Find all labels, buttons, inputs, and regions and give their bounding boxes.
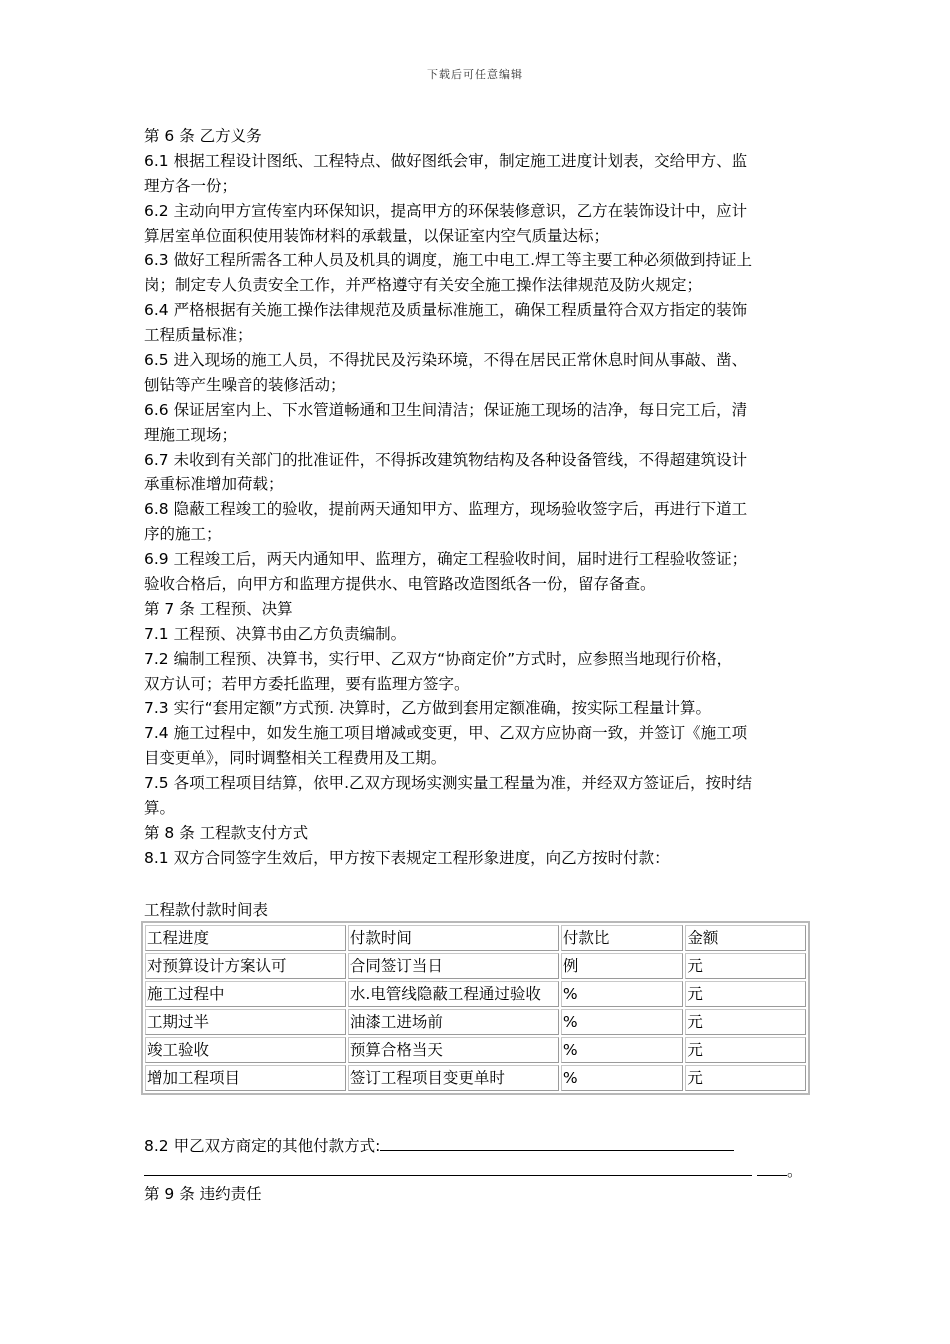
table-row (145, 1009, 806, 1035)
clause-8-2: 8.2 甲乙双方商定的其他付款方式: (144, 1137, 381, 1155)
article-7-heading: 第 7 条 工程预、决算 (144, 599, 293, 618)
page-header: 下载后可任意编辑 (427, 68, 523, 81)
table-row (145, 1037, 806, 1063)
table-row (145, 953, 806, 979)
table-cell: 元 (685, 981, 806, 1007)
table-cell: 签订工程项目变更单时 (348, 1065, 559, 1091)
clause-6-4: 6.4 严格根据有关施工操作法律规范及质量标准施工，确保工程质量符合双方指定的装饰 (144, 301, 748, 320)
table-cell: 元 (685, 1065, 806, 1091)
table-caption: 工程款付款时间表 (144, 901, 269, 919)
table-row (145, 981, 806, 1007)
table-cell: % (561, 1009, 684, 1035)
clause-6-1-cont: 理方各一份； (144, 176, 238, 195)
clause-6-4-cont: 工程质量标准； (144, 326, 253, 345)
clause-6-3: 6.3 做好工程所需各工种人员及机具的调度，施工中电工.焊工等主要工种必须做到持证上 (144, 251, 753, 270)
table-cell: 付款比 (561, 925, 684, 951)
table-cell: 对预算设计方案认可 (145, 953, 346, 979)
table-cell: 金额 (685, 925, 806, 951)
clause-7-4-cont: 目变更单》，同时调整相关工程费用及工期。 (144, 749, 447, 768)
clause-6-5-cont: 刨钻等产生噪音的装修活动； (144, 375, 346, 394)
clause-6-1: 6.1 根据工程设计图纸、工程特点、做好图纸会审，制定施工进度计划表，交给甲方、监 (144, 151, 748, 170)
clause-7-1: 7.1 工程预、决算书由乙方负责编制。 (144, 624, 407, 643)
table-cell: 竣工验收 (145, 1037, 346, 1063)
clause-7-5: 7.5 各项工程项目结算，依甲.乙双方现场实测实量工程量为准，并经双方签证后，按时结 (144, 774, 753, 793)
article-8-heading: 第 8 条 工程款支付方式 (144, 823, 309, 842)
clause-6-2: 6.2 主动向甲方宣传室内环保知识，提高甲方的环保装修意识，乙方在装饰设计中，应计 (144, 201, 748, 220)
table-cell: 付款时间 (348, 925, 559, 951)
table-cell: 合同签订当日 (348, 953, 559, 979)
clause-7-4: 7.4 施工过程中，如发生施工项目增减或变更，甲、乙双方应协商一致，并签订《施工项 (144, 724, 748, 743)
clause-7-5-cont: 算。 (144, 799, 176, 818)
table-cell: % (561, 981, 684, 1007)
clause-6-7-cont: 承重标准增加荷载； (144, 475, 284, 494)
clause-6-8-cont: 序的施工； (144, 525, 222, 544)
article-9-heading: 第 9 条 违约责任 (144, 1184, 262, 1203)
clause-6-6: 6.6 保证居室内上、下水管道畅通和卫生间清洁；保证施工现场的洁净，每日完工后，清 (144, 400, 748, 419)
table-cell: % (561, 1065, 684, 1091)
clause-6-2-cont: 算居室单位面积使用装饰材料的承载量，以保证室内空气质量达标； (144, 226, 610, 245)
table-cell: 例 (561, 953, 684, 979)
end-mark: 。 (786, 1161, 803, 1180)
clause-7-3: 7.3 实行“套用定额”方式预. 决算时，乙方做到套用定额准确，按实际工程量计算。 (144, 699, 711, 718)
table-header-row (145, 925, 806, 951)
fill-in-blank (380, 1132, 734, 1151)
table-cell: 元 (685, 953, 806, 979)
clause-6-6-cont: 理施工现场； (144, 425, 238, 444)
clause-6-9: 6.9 工程竣工后，两天内通知甲、监理方，确定工程验收时间，届时进行工程验收签证； (144, 550, 748, 569)
table-cell: 工期过半 (145, 1009, 346, 1035)
table-cell: 预算合格当天 (348, 1037, 559, 1063)
article-6-heading: 第 6 条 乙方义务 (144, 127, 262, 145)
table-row (145, 1065, 806, 1091)
clause-8-1: 8.1 双方合同签字生效后，甲方按下表规定工程形象进度，向乙方按时付款： (144, 848, 670, 867)
clause-8-2-blank-line (144, 1157, 812, 1182)
clause-6-3-cont: 岗；制定专人负责安全工作，并严格遵守有关安全施工操作法律规范及防火规定； (144, 276, 703, 295)
table-cell: 油漆工进场前 (348, 1009, 559, 1035)
table-cell: 施工过程中 (145, 981, 346, 1007)
after-table-section (144, 1132, 812, 1207)
clause-7-2: 7.2 编制工程预、决算书，实行甲、乙双方“协商定价”方式时，应参照当地现行价格， (144, 649, 733, 668)
document-body (144, 124, 812, 871)
clause-6-5: 6.5 进入现场的施工人员，不得扰民及污染环境，不得在居民正常休息时间从事敲、凿、 (144, 351, 748, 370)
clause-6-7: 6.7 未收到有关部门的批准证件，不得拆改建筑物结构及各种设备管线，不得超建筑设计 (144, 450, 748, 469)
payment-schedule-table (141, 921, 810, 1095)
table-cell: % (561, 1037, 684, 1063)
table-cell: 增加工程项目 (145, 1065, 346, 1091)
table-cell: 元 (685, 1009, 806, 1035)
clause-7-2-cont: 双方认可；若甲方委托监理，要有监理方签字。 (144, 674, 470, 693)
table-cell: 工程进度 (145, 925, 346, 951)
clause-8-2-line (144, 1132, 812, 1157)
table-cell: 水.电管线隐蔽工程通过验收 (348, 981, 559, 1007)
clause-6-8: 6.8 隐蔽工程竣工的验收，提前两天通知甲方、监理方，现场验收签字后，再进行下道工 (144, 500, 748, 519)
fill-in-blank (144, 1157, 752, 1176)
clause-6-9-cont: 验收合格后，向甲方和监理方提供水、电管路改造图纸各一份，留存备查。 (144, 575, 656, 594)
fill-in-blank (757, 1157, 787, 1176)
table-cell: 元 (685, 1037, 806, 1063)
